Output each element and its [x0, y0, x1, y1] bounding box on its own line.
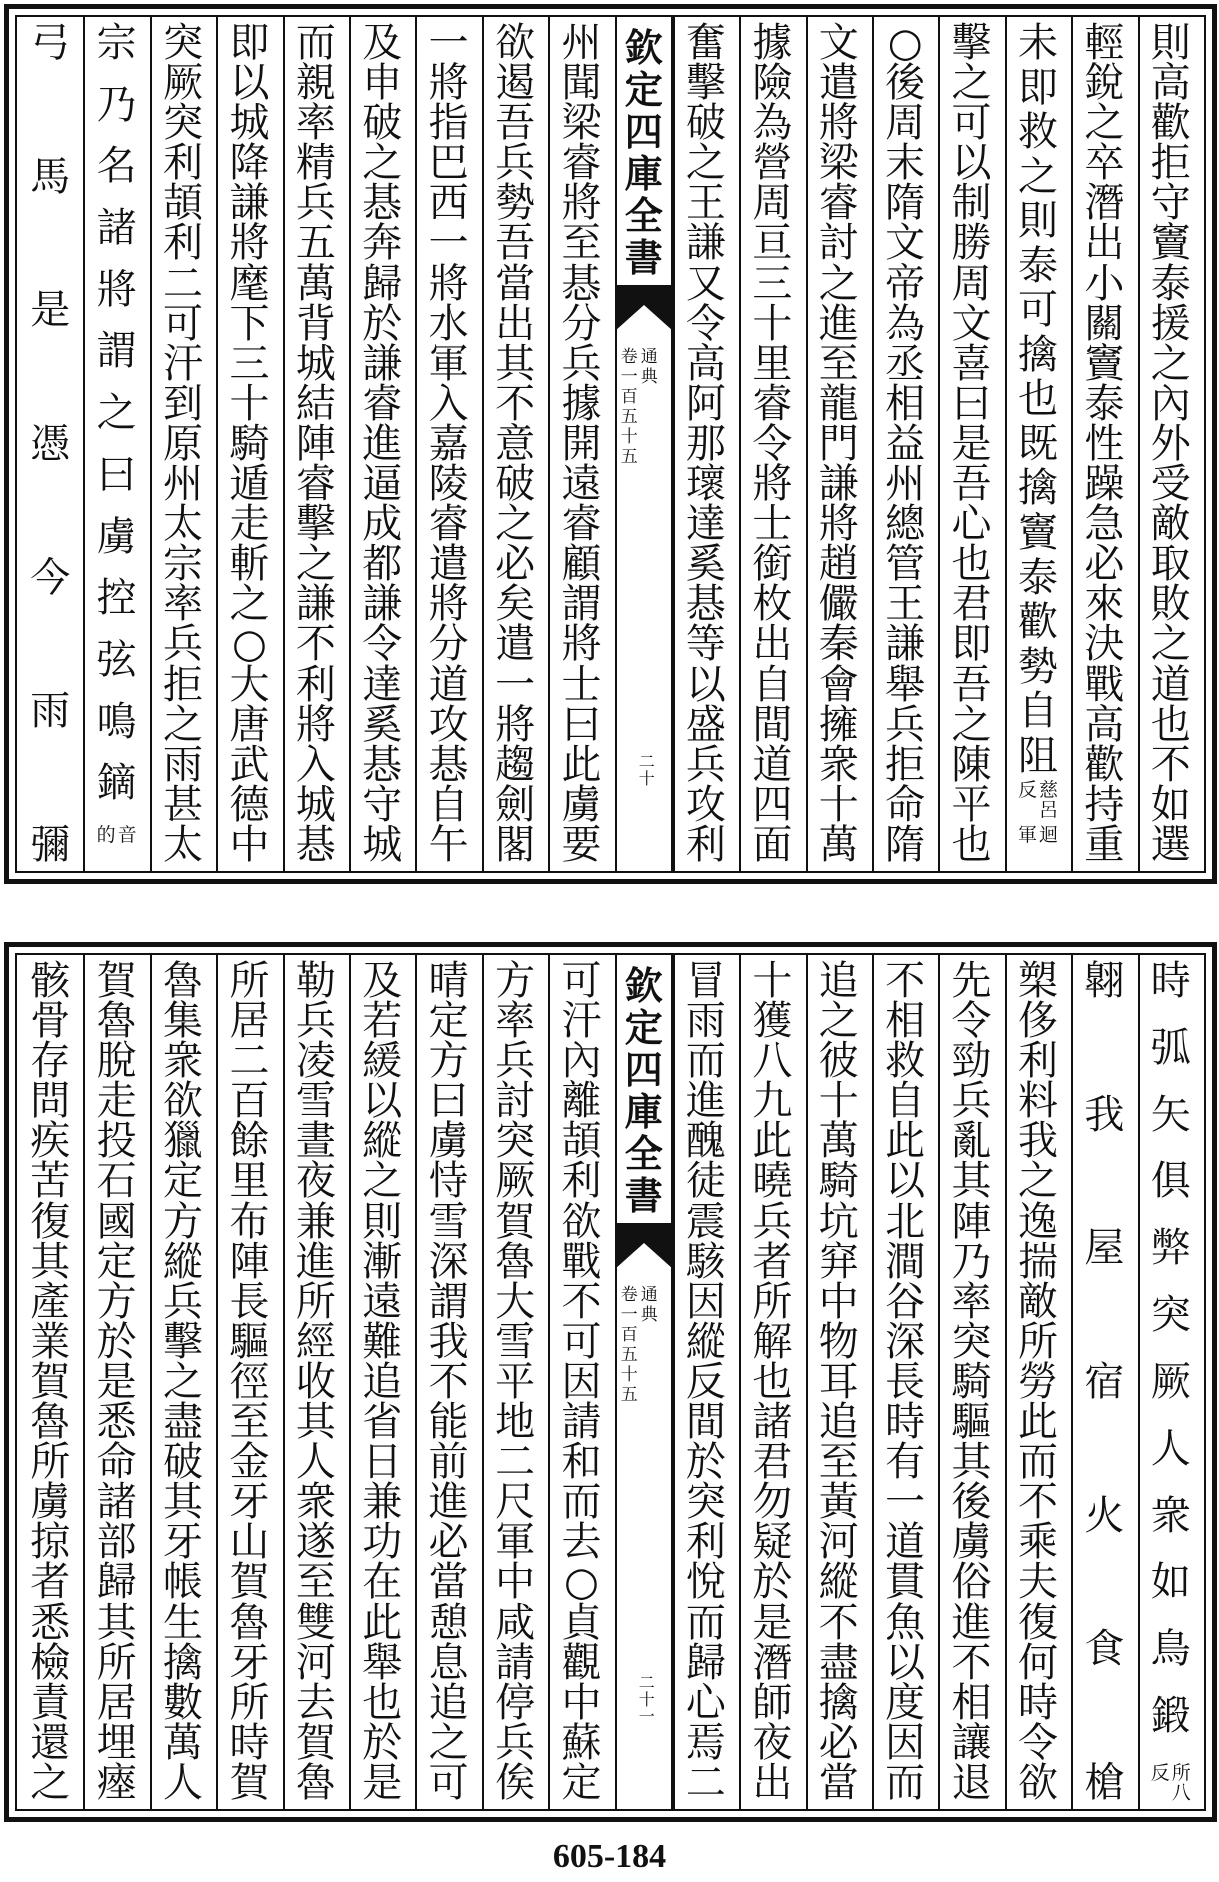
column-rule: [673, 955, 675, 1809]
interlinear-note: 慈 呂 反: [1017, 779, 1058, 822]
text-column: 時 弧 矢 俱 弊 突 厥 人 衆 如 鳥 鍛 所 八 反: [1150, 958, 1191, 1804]
text-column: 未 即 救 之 則 泰 可 擒 也 既 擒 竇 泰 歡 勢 自 阻 慈 呂 反 迴 軍: [1014, 17, 1062, 871]
column-rule: [283, 955, 285, 1809]
text-column: 不 相 救 自 此 以 北 澗 谷 深 長 時 有 一 道 貫 魚 以 度 因 而: [885, 958, 926, 1806]
volume-label: 卷 一 百 五 十 五: [620, 1285, 638, 1405]
column-rule: [83, 955, 85, 1809]
text-column: 文 遣 將 梁 睿 討 之 進 至 龍 門 謙 將 趙 儼 秦 會 擁 衆 十 萬: [818, 20, 859, 868]
column-rule: [1005, 955, 1007, 1809]
text-column: 輕 銳 之 卒 潛 出 小 關 竇 泰 性 躁 急 必 來 決 戰 高 歡 持 重: [1084, 20, 1125, 868]
book-label: 通 典: [640, 347, 658, 387]
fold-strip: [615, 955, 673, 1809]
column-rule: [938, 955, 940, 1809]
column-rule: [739, 17, 741, 871]
text-column: 可 汗 內 離 頡 利 欲 戰 不 可 因 請 和 而 去 ○ 貞 觀 中 蘇 定: [561, 958, 602, 1806]
text-column: 及 申 破 之 惎 奔 歸 於 謙 睿 進 逼 成 都 謙 令 達 奚 惎 守 城: [362, 20, 403, 868]
fold-rule: [615, 955, 617, 1809]
page-top: [4, 4, 1217, 884]
text-column: 槊 侈 利 料 我 之 逸 揣 敵 所 勞 此 而 不 乘 夫 復 何 時 令 欲: [1017, 958, 1058, 1806]
interlinear-note: 所 八 反: [1150, 1761, 1191, 1804]
text-column: 魯 集 衆 欲 獵 定 方 縱 兵 擊 之 盡 破 其 牙 帳 生 擒 數 萬 人: [163, 958, 204, 1806]
page-frame: [15, 15, 1206, 873]
text-column: 即 以 城 降 謙 將 麾 下 三 十 騎 遁 走 斬 之 ○ 大 唐 武 德 中: [229, 20, 270, 868]
column-rule: [872, 17, 874, 871]
leaf-number: 二 十 一: [638, 1673, 655, 1726]
column-rule: [673, 17, 675, 871]
text-column: 弓 馬 是 憑 今 雨 彌: [30, 20, 71, 868]
column-rule: [415, 955, 417, 1809]
text-column: 骸 骨 存 問 疾 苦 復 其 產 業 賀 魯 所 虜 掠 者 悉 檢 責 還 之: [30, 958, 71, 1806]
text-column: 一 將 指 巴 西 一 將 水 軍 入 嘉 陵 睿 遣 將 分 道 攻 惎 自 午: [428, 20, 469, 868]
collection-title: 欽 定 四 庫 全 書: [624, 963, 663, 1218]
column-rule: [739, 955, 741, 1809]
text-column: ○ 後 周 末 隋 文 帝 為 丞 相 益 州 總 管 王 謙 舉 兵 拒 命 隋: [885, 20, 926, 868]
text-column: 及 若 緩 以 縱 之 則 漸 遠 難 追 省 日 兼 功 在 此 舉 也 於 是: [362, 958, 403, 1806]
column-rule: [349, 955, 351, 1809]
column-rule: [806, 17, 808, 871]
column-rule: [806, 955, 808, 1809]
text-column: 突 厥 突 利 頡 利 二 可 汗 到 原 州 太 宗 率 兵 拒 之 雨 甚 太: [163, 20, 204, 868]
text-column: 則 高 歡 拒 守 竇 泰 援 之 內 外 受 敵 取 敗 之 道 也 不 如 選: [1150, 20, 1191, 868]
column-rule: [349, 17, 351, 871]
text-column: 賀 魯 脫 走 投 石 國 定 方 於 是 悉 命 諸 部 歸 其 所 居 埋 瘞: [96, 958, 137, 1806]
column-rule: [283, 17, 285, 871]
column-rule: [83, 17, 85, 871]
fold-rule: [615, 17, 617, 871]
interlinear-note: 迴 軍: [1017, 823, 1058, 846]
text-column: 奮 擊 破 之 王 謙 又 令 高 阿 那 瓌 達 奚 惎 等 以 盛 兵 攻 利: [685, 20, 726, 868]
text-column: 翺 我 屋 宿 火 食 槍: [1084, 958, 1125, 1806]
text-column: 擊 之 可 以 制 勝 周 文 喜 曰 是 吾 心 也 君 即 吾 之 陳 平 也: [951, 20, 992, 868]
text-column: 州 聞 梁 睿 將 至 惎 分 兵 據 開 遠 睿 顧 謂 將 士 曰 此 虜 要: [561, 20, 602, 868]
fold-rule: [671, 955, 673, 1809]
fish-tail-mark-icon: [615, 1223, 673, 1269]
text-column: 晴 定 方 曰 虜 恃 雪 深 謂 我 不 能 前 進 必 當 憩 息 追 之 可: [428, 958, 469, 1806]
column-rule: [872, 955, 874, 1809]
fold-rule: [671, 17, 673, 871]
column-rule: [1138, 955, 1140, 1809]
text-column: 勒 兵 凌 雪 晝 夜 兼 進 所 經 收 其 人 衆 遂 至 雙 河 去 賀 魯: [295, 958, 336, 1806]
column-rule: [548, 17, 550, 871]
page-bottom: [4, 942, 1217, 1822]
column-rule: [150, 955, 152, 1809]
text-column: 所 居 二 百 餘 里 布 陣 長 驅 徑 至 金 牙 山 賀 魯 牙 所 時 賀: [229, 958, 270, 1806]
column-rule: [1071, 17, 1073, 871]
leaf-number: 二 十: [638, 752, 655, 788]
column-rule: [150, 17, 152, 871]
text-column: 十 獲 八 九 此 曉 兵 者 所 解 也 諸 君 勿 疑 於 是 潛 師 夜 出: [752, 958, 793, 1806]
collection-title: 欽 定 四 庫 全 書: [624, 25, 663, 280]
column-rule: [1138, 17, 1140, 871]
text-column: 而 親 率 精 兵 五 萬 背 城 結 陣 睿 擊 之 謙 不 利 將 入 城 惎: [295, 20, 336, 868]
volume-label: 卷 一 百 五 十 五: [620, 347, 638, 467]
text-column: 宗 乃 名 諸 將 謂 之 曰 虜 控 弦 鳴 鏑 音 的: [93, 17, 141, 871]
column-rule: [482, 955, 484, 1809]
fold-strip: [615, 17, 673, 871]
column-rule: [216, 955, 218, 1809]
column-rule: [1005, 17, 1007, 871]
text-column: 先 令 勁 兵 亂 其 陣 乃 率 突 騎 驅 其 後 虜 俗 進 不 相 讓 退: [951, 958, 992, 1806]
column-rule: [415, 17, 417, 871]
book-label: 通 典: [640, 1285, 658, 1325]
text-column: 方 率 兵 討 突 厥 賀 魯 大 雪 平 地 二 尺 軍 中 咸 請 停 兵 俟: [495, 958, 536, 1806]
text-column: 據 險 為 營 周 亘 三 十 里 睿 令 將 士 銜 枚 出 自 間 道 四 面: [752, 20, 793, 868]
fish-tail-mark-icon: [615, 285, 673, 331]
text-column: 冒 雨 而 進 醜 徒 震 駭 因 縱 反 間 於 突 利 悅 而 歸 心 焉 二: [685, 958, 726, 1806]
column-rule: [482, 17, 484, 871]
interlinear-note: 音 的: [96, 823, 137, 846]
column-rule: [216, 17, 218, 871]
column-rule: [1071, 955, 1073, 1809]
column-rule: [548, 955, 550, 1809]
text-column: 追 之 彼 十 萬 騎 坑 穽 中 物 耳 追 至 黃 河 縱 不 盡 擒 必 當: [818, 958, 859, 1806]
text-column: 欲 遏 吾 兵 勢 吾 當 出 其 不 意 破 之 必 矣 遣 一 將 趨 劍 閣: [495, 20, 536, 868]
page-footer-number: 605-184: [552, 1838, 667, 1875]
page-frame: [15, 953, 1206, 1811]
column-rule: [938, 17, 940, 871]
